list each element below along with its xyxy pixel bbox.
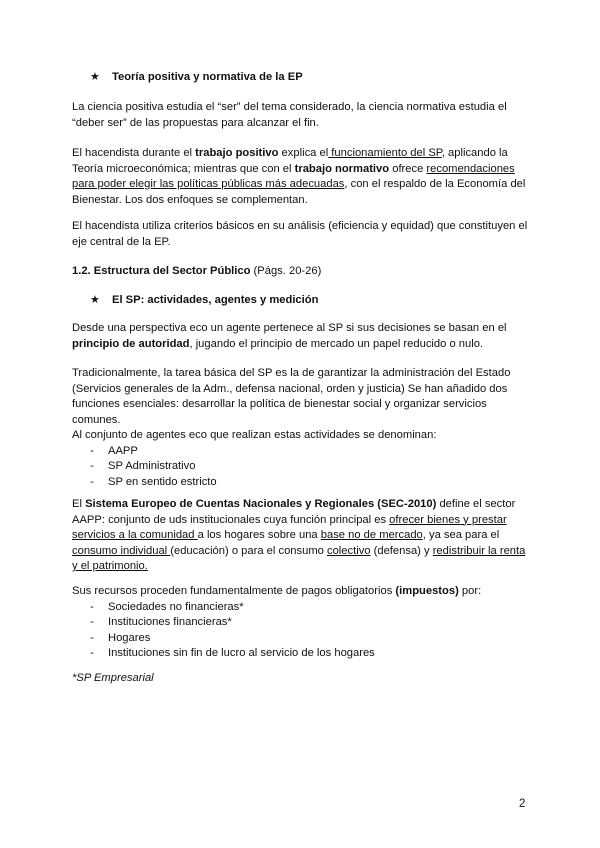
section-title-pages: (Págs. 20-26) <box>250 265 322 277</box>
paragraph-text: Tradicionalmente, la tarea básica del SP es la de garantizar la administración del Estado (Servicios generales de la Adm., defensa nacional, orden y justicia) Se han añadido dos funciones esenciales: desarrollar la política de bienestar social y organizar servicios comunes. <box>72 367 511 426</box>
footnote <box>72 671 532 687</box>
paragraph-text: La ciencia positiva estudia el “ser” del tema considerado, la ciencia normativa estudia el “deber ser” de las propuestas para alcanzar el fin. <box>72 101 507 129</box>
section-title-estructura <box>72 264 532 280</box>
list-item: - Hogares <box>72 631 532 647</box>
section-heading-teoria <box>72 70 532 86</box>
paragraph-sec2010 <box>72 497 532 575</box>
list-item: - SP en sentido estricto <box>72 475 532 491</box>
paragraph-text: El hacendista utiliza criterios básicos en su análisis (eficiencia y equidad) que constituyen el eje central de la EP. <box>72 220 528 248</box>
payers-list <box>72 600 532 662</box>
paragraph-text: Sus recursos proceden fundamentalmente de pagos obligatorios (impuestos) por: <box>72 585 482 597</box>
paragraph-perspectiva <box>72 321 532 352</box>
paragraph-criterios <box>72 219 532 250</box>
star-bullet-icon: ★ <box>90 294 101 306</box>
list-item: - Instituciones financieras* <box>72 615 532 631</box>
paragraph-tradicionalmente <box>72 366 532 490</box>
list-item: - Sociedades no financieras* <box>72 600 532 616</box>
paragraph-ciencia-positiva <box>72 100 532 131</box>
list-item: - Instituciones sin fin de lucro al servicio de los hogares <box>72 646 532 662</box>
list-item: - SP Administrativo <box>72 459 532 475</box>
heading-text: El SP: actividades, agentes y medición <box>112 294 319 306</box>
paragraph-text: Desde una perspectiva eco un agente pertenece al SP si sus decisiones se basan en el principio de autoridad, jugando el principio de mercado un papel reducido o nulo. <box>72 322 507 350</box>
list-item: - AAPP <box>72 444 532 460</box>
section-title-text: 1.2. Estructura del Sector Público <box>72 265 251 277</box>
paragraph-hacendista-trabajo <box>72 146 532 208</box>
heading-text: Teoría positiva y normativa de la EP <box>112 71 303 83</box>
paragraph-recursos <box>72 584 532 662</box>
paragraph-text: El Sistema Europeo de Cuentas Nacionales y Regionales (SEC-2010) define el sector AAPP: conjunto de uds institucionales cuya función principal es ofrecer bienes y prestar servicios a la comunidad a los hogares sobre una base no de mercado, ya sea para el consumo individual (educación) o para el consumo colectivo (defensa) y redistribuir la renta y el patrimonio. <box>72 498 526 572</box>
page-number: 2 <box>519 798 526 810</box>
star-bullet-icon: ★ <box>90 71 101 83</box>
footnote-text: *SP Empresarial <box>72 672 154 684</box>
paragraph-text: Al conjunto de agentes eco que realizan estas actividades se denominan: <box>72 429 437 441</box>
paragraph-text: El hacendista durante el trabajo positivo explica el funcionamiento del SP, aplicando la Teoría microeconómica; mientras que con el trabajo normativo ofrece recomendaciones para poder elegir las políticas públicas más adecuadas, con el respaldo de la Economía del Bienestar. Los dos enfoques se complementan. <box>72 147 526 206</box>
agents-list <box>72 444 532 491</box>
section-heading-sp <box>72 293 532 309</box>
